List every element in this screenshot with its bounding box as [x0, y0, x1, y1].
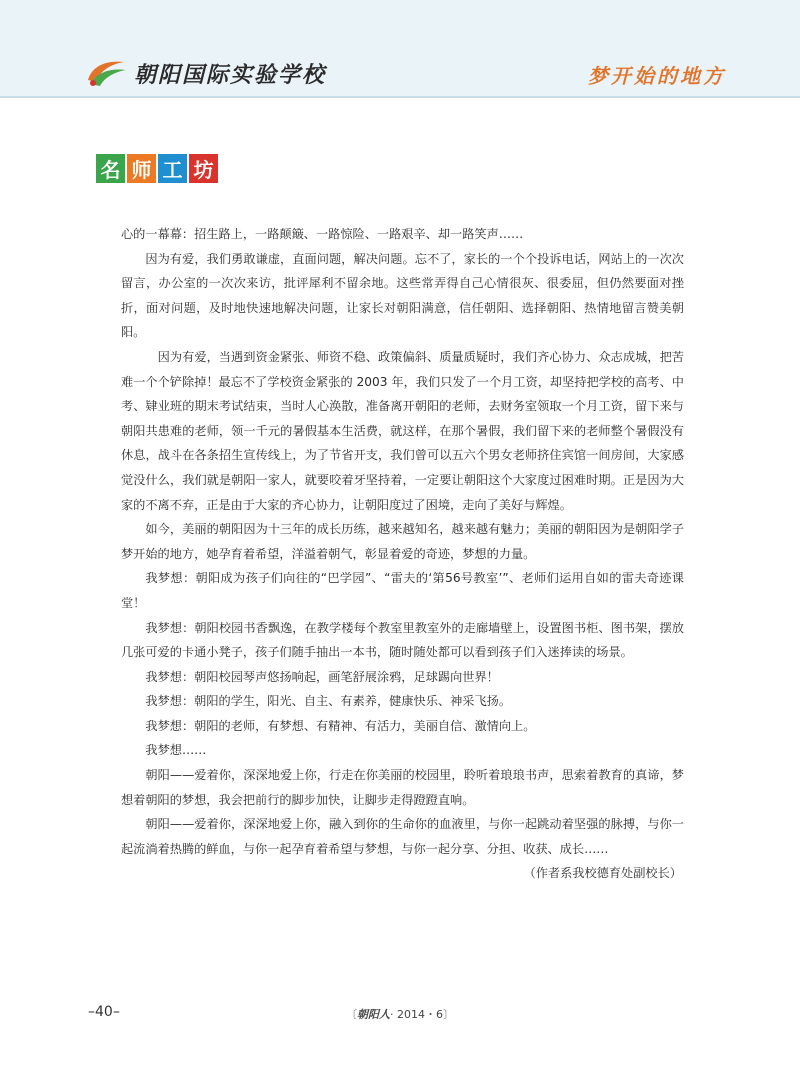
header-slogan: 梦开始的地方 — [588, 64, 726, 88]
section-title — [96, 154, 220, 183]
paragraph: 心的一幕幕：招生路上，一路颠簸、一路惊险、一路艰辛、却一路笑声…… — [121, 227, 524, 241]
footer-issue — [0, 1006, 800, 1022]
paragraph: 我梦想：朝阳校园书香飘逸，在教学楼每个教室里教室外的走廊墙壁上，设置图书柜、图书架，摆放几张可爱的卡通小凳子，孩子们随手抽出一本书，随时随处都可以看到孩子们入迷捧读的场景。 — [121, 620, 684, 660]
section-title-char: 师 — [127, 154, 156, 183]
magazine-name: 朝阳人 — [357, 1008, 390, 1021]
section-title-char: 坊 — [189, 154, 218, 183]
swoosh-logo-icon — [84, 58, 128, 88]
paragraph: 我梦想：朝阳的学生，阳光、自主、有素养，健康快乐、神采飞扬。 — [145, 694, 512, 709]
issue-number: · 2014・6 — [390, 1008, 443, 1021]
section-title-char: 工 — [158, 154, 187, 183]
paragraph: 我梦想：朝阳的老师，有梦想、有精神、有活力，美丽自信、激情向上。 — [145, 718, 536, 733]
paragraph: 如今，美丽的朝阳因为十三年的成长历练，越来越知名，越来越有魅力；美丽的朝阳因为是朝阳学子梦开始的地方，她孕育着希望，洋溢着朝气，彰显着爱的奇迹，梦想的力量。 — [121, 522, 684, 561]
paragraph: 朝阳——爱着你，深深地爱上你，行走在你美丽的校园里，聆听着琅琅书声，思索着教育的真谛，梦想着朝阳的梦想，我会把前行的脚步加快，让脚步走得蹬蹬直响。 — [121, 768, 684, 807]
article-body — [121, 222, 684, 886]
paragraph: 因为有爱，当遇到资金紧张、师资不稳、政策偏斜、质量质疑时，我们齐心协力、众志成城，把苦难一个个铲除掉！最忘不了学校资金紧张的 2003 年，我们只发了一个月工资，却坚持把学校的高考、中考、肄业班的期末考试结束，当时人心涣散，准备离开朝阳的老师，去财务室领取一个月工资，留下来与朝阳共患难的老师，领一千元的暑假基本生活费，就这样，在那个暑假，我们留下来的老师整个暑假没有休息，战斗在各条招生宣传线上，为了节省开支，我们曾可以五六个男女老师挤住宾馆一间房间，大家感觉没什么，我们就是朝阳一家人，就要咬着牙坚持着，一定要让朝阳这个大家度过困难时期。正是因为大家的不离不弃，正是由于大家的齐心协力，让朝阳度过了困境，走向了美好与辉煌。 — [121, 349, 684, 512]
author-signature: （作者系我校德育处副校长） — [523, 866, 682, 881]
school-logo — [84, 56, 326, 90]
paragraph: 我梦想…… — [145, 743, 207, 758]
header-divider — [0, 96, 800, 98]
paragraph: 我梦想：朝阳成为孩子们向往的“巴学园”、“雷夫的‘第56号教室’”、老师们运用自如的雷夫奇迹课堂！ — [121, 571, 684, 610]
section-title-char: 名 — [96, 154, 125, 183]
footer-bracket-close: 〕 — [443, 1008, 454, 1021]
paragraph: 朝阳——爱着你，深深地爱上你，融入到你的生命你的血液里，与你一起跳动着坚强的脉搏，与你一起流淌着热腾的鲜血，与你一起孕育着希望与梦想，与你一起分享、分担、收获、成长…… — [121, 817, 684, 856]
page-number: –40– — [88, 1004, 120, 1020]
paragraph: 因为有爱，我们勇敢谦虚，直面问题，解决问题。忘不了，家长的一个个投诉电话，网站上的一次次留言，办公室的一次次来访，批评犀利不留余地。这些常弄得自己心情很灰、很委屈，但仍然要面对挫折，面对问题，及时地快速地解决问题，让家长对朝阳满意，信任朝阳、选择朝阳、热情地留言赞美朝阳。 — [121, 251, 684, 340]
footer-bracket-open: 〔 — [346, 1008, 357, 1021]
paragraph: 我梦想：朝阳校园琴声悠扬响起，画笔舒展涂鸦，足球踢向世界！ — [145, 669, 499, 684]
school-name: 朝阳国际实验学校 — [134, 61, 327, 88]
